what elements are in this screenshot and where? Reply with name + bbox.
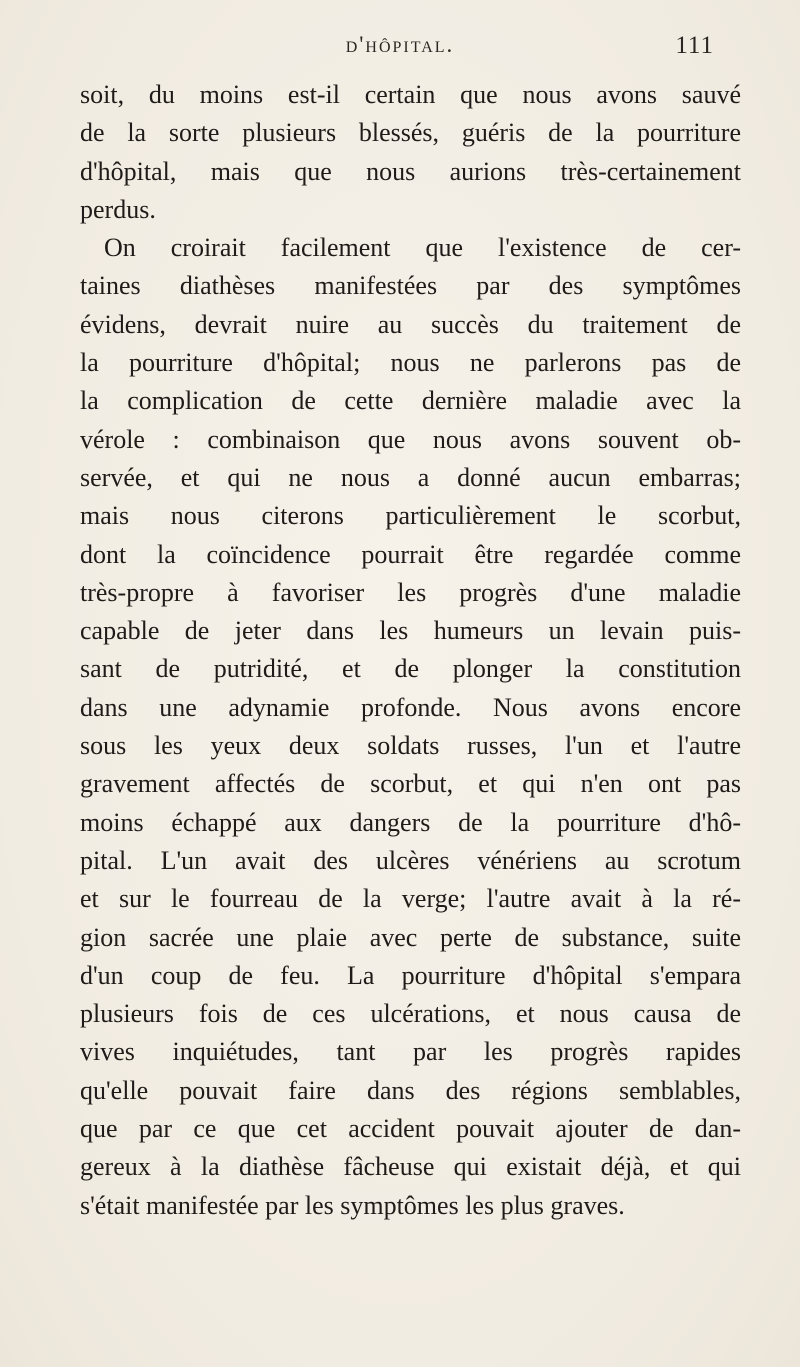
text-line: dont la coïncidence pourrait être regardée comme [80, 539, 741, 569]
text-line: très-propre à favoriser les progrès d'une maladie [80, 577, 741, 607]
text-line: On croirait facilement que l'existence de cer- [104, 233, 741, 263]
text-line: gion sacrée une plaie avec perte de substance, suite [80, 922, 741, 952]
text-line: pital. L'un avait des ulcères vénériens au scrotum [80, 845, 741, 875]
text-line: taines diathèses manifestées par des symptômes [80, 271, 741, 301]
text-line: vérole : combinaison que nous avons souvent ob- [80, 424, 741, 454]
text-line: qu'elle pouvait faire dans des régions semblables, [80, 1075, 741, 1105]
text-line: soit, du moins est-il certain que nous avons sauvé [80, 80, 741, 109]
text-line: dans une adynamie profonde. Nous avons encore [80, 692, 741, 722]
text-line: de la sorte plusieurs blessés, guéris de la pourriture [80, 118, 741, 148]
text-line: perdus. [80, 194, 156, 224]
text-line: vives inquiétudes, tant par les progrès rapides [80, 1037, 741, 1067]
text-line: servée, et qui ne nous a donné aucun embarras; [80, 462, 741, 492]
body-text [80, 76, 741, 1225]
text-line: la complication de cette dernière maladie avec la [80, 386, 741, 416]
text-line: sant de putridité, et de plonger la constitution [80, 654, 741, 684]
text-line: que par ce que cet accident pouvait ajouter de dan- [80, 1114, 741, 1144]
text-line: gravement affectés de scorbut, et qui n'en ont pas [80, 769, 741, 799]
text-line: d'un coup de feu. La pourriture d'hôpital s'empara [80, 960, 741, 990]
text-line: s'était manifestée par les symptômes les plus graves. [80, 1190, 625, 1220]
text-line: la pourriture d'hôpital; nous ne parlerons pas de [80, 348, 741, 378]
text-line: moins échappé aux dangers de la pourriture d'hô- [80, 807, 741, 837]
text-line: capable de jeter dans les humeurs un levain puis- [80, 616, 741, 646]
page-number: 111 [675, 32, 714, 59]
text-line: gereux à la diathèse fâcheuse qui existait déjà, et qui [80, 1152, 741, 1182]
text-line: et sur le fourreau de la verge; l'autre avait à la ré- [80, 884, 741, 914]
running-title: d'hôpital. [345, 32, 455, 57]
text-line: évidens, devrait nuire au succès du traitement de [80, 309, 741, 339]
text-line: d'hôpital, mais que nous aurions très-certainement [80, 156, 741, 186]
text-line: mais nous citerons particulièrement le scorbut, [80, 501, 741, 531]
text-line: sous les yeux deux soldats russes, l'un et l'autre [80, 731, 741, 761]
page-header [82, 32, 718, 72]
text-line: plusieurs fois de ces ulcérations, et nous causa de [80, 999, 741, 1029]
